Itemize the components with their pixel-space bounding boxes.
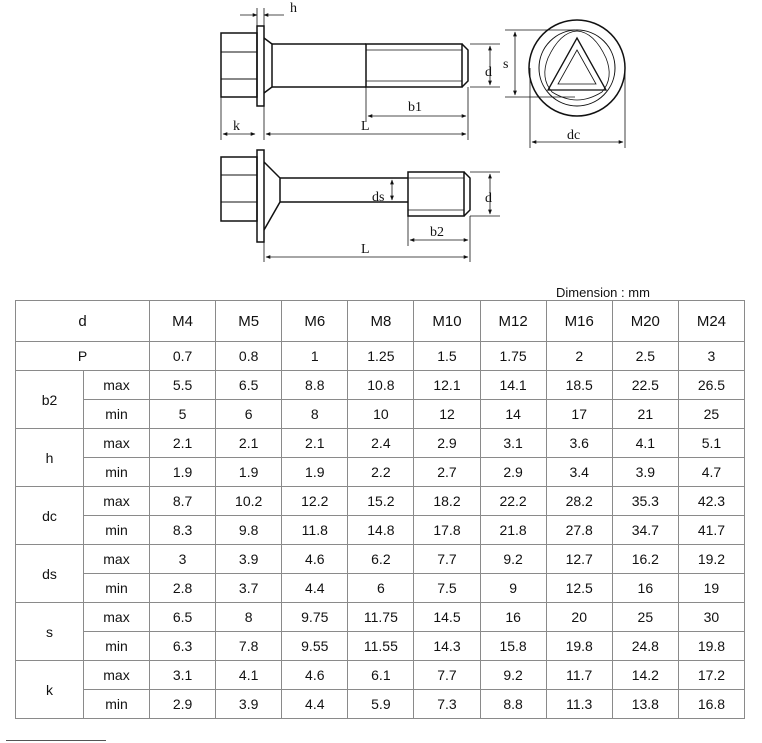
value-cell: 15.8 (480, 632, 546, 661)
value-cell: 14.8 (348, 516, 414, 545)
header-size-cell: M12 (480, 301, 546, 342)
value-cell: 2.1 (150, 429, 216, 458)
table-row (16, 603, 745, 632)
header-size-cell: M24 (678, 301, 744, 342)
value-cell: 22.5 (612, 371, 678, 400)
value-cell: 7.3 (414, 690, 480, 719)
value-cell: 3.6 (546, 429, 612, 458)
value-cell: 19 (678, 574, 744, 603)
top-bolt-side-view (221, 26, 468, 106)
value-cell: 12.5 (546, 574, 612, 603)
pitch-value-cell: 0.8 (216, 342, 282, 371)
value-cell: 6.1 (348, 661, 414, 690)
value-cell: 27.8 (546, 516, 612, 545)
header-size-cell: M10 (414, 301, 480, 342)
value-cell: 7.7 (414, 661, 480, 690)
sub-label-cell: min (84, 632, 150, 661)
value-cell: 19.8 (546, 632, 612, 661)
value-cell: 7.7 (414, 545, 480, 574)
value-cell: 4.4 (282, 574, 348, 603)
value-cell: 14.2 (612, 661, 678, 690)
table-row (16, 545, 745, 574)
value-cell: 19.2 (678, 545, 744, 574)
sub-label-cell: min (84, 574, 150, 603)
value-cell: 8 (282, 400, 348, 429)
dim-label-dc: dc (567, 128, 581, 143)
group-label-cell: k (16, 661, 84, 719)
value-cell: 10 (348, 400, 414, 429)
value-cell: 8.8 (480, 690, 546, 719)
value-cell: 6 (348, 574, 414, 603)
pitch-value-cell: 1.5 (414, 342, 480, 371)
value-cell: 16 (480, 603, 546, 632)
table-row (16, 632, 745, 661)
pitch-value-cell: 1.25 (348, 342, 414, 371)
value-cell: 16.2 (612, 545, 678, 574)
group-label-cell: ds (16, 545, 84, 603)
pitch-value-cell: 3 (678, 342, 744, 371)
value-cell: 2.7 (414, 458, 480, 487)
group-label-cell: s (16, 603, 84, 661)
sub-label-cell: max (84, 603, 150, 632)
sub-label-cell: min (84, 458, 150, 487)
value-cell: 11.8 (282, 516, 348, 545)
value-cell: 5.1 (678, 429, 744, 458)
value-cell: 3.9 (612, 458, 678, 487)
dim-label-s: s (503, 57, 509, 72)
header-size-cell: M4 (150, 301, 216, 342)
table-row (16, 690, 745, 719)
value-cell: 2.9 (150, 690, 216, 719)
group-label-cell: h (16, 429, 84, 487)
header-size-cell: M20 (612, 301, 678, 342)
value-cell: 16 (612, 574, 678, 603)
value-cell: 9.2 (480, 661, 546, 690)
value-cell: 14.3 (414, 632, 480, 661)
header-label-cell: d (16, 301, 150, 342)
value-cell: 7.8 (216, 632, 282, 661)
dimension-table (15, 300, 745, 719)
value-cell: 25 (612, 603, 678, 632)
value-cell: 6 (216, 400, 282, 429)
value-cell: 12 (414, 400, 480, 429)
table-header-row (16, 301, 745, 342)
value-cell: 2.9 (480, 458, 546, 487)
value-cell: 4.6 (282, 661, 348, 690)
sub-label-cell: min (84, 516, 150, 545)
value-cell: 20 (546, 603, 612, 632)
value-cell: 3.9 (216, 690, 282, 719)
dim-label-L-bottom: L (361, 242, 370, 257)
value-cell: 22.2 (480, 487, 546, 516)
table-row (16, 429, 745, 458)
divider-line (6, 740, 106, 741)
pitch-value-cell: 1.75 (480, 342, 546, 371)
value-cell: 16.8 (678, 690, 744, 719)
value-cell: 11.75 (348, 603, 414, 632)
value-cell: 6.3 (150, 632, 216, 661)
pitch-value-cell: 0.7 (150, 342, 216, 371)
pitch-value-cell: 1 (282, 342, 348, 371)
value-cell: 2.9 (414, 429, 480, 458)
table-row (16, 516, 745, 545)
value-cell: 11.55 (348, 632, 414, 661)
header-size-cell: M6 (282, 301, 348, 342)
header-size-cell: M8 (348, 301, 414, 342)
value-cell: 9 (480, 574, 546, 603)
value-cell: 17 (546, 400, 612, 429)
value-cell: 8.7 (150, 487, 216, 516)
value-cell: 5 (150, 400, 216, 429)
value-cell: 24.8 (612, 632, 678, 661)
sub-label-cell: max (84, 487, 150, 516)
table-row (16, 458, 745, 487)
value-cell: 10.8 (348, 371, 414, 400)
value-cell: 26.5 (678, 371, 744, 400)
group-label-cell: dc (16, 487, 84, 545)
value-cell: 8.8 (282, 371, 348, 400)
value-cell: 4.7 (678, 458, 744, 487)
value-cell: 12.7 (546, 545, 612, 574)
sub-label-cell: max (84, 429, 150, 458)
value-cell: 30 (678, 603, 744, 632)
table-row (16, 487, 745, 516)
value-cell: 6.5 (150, 603, 216, 632)
header-size-cell: M5 (216, 301, 282, 342)
value-cell: 34.7 (612, 516, 678, 545)
value-cell: 21.8 (480, 516, 546, 545)
value-cell: 2.8 (150, 574, 216, 603)
value-cell: 28.2 (546, 487, 612, 516)
value-cell: 12.1 (414, 371, 480, 400)
value-cell: 19.8 (678, 632, 744, 661)
value-cell: 9.75 (282, 603, 348, 632)
value-cell: 25 (678, 400, 744, 429)
value-cell: 3.1 (150, 661, 216, 690)
sub-label-cell: min (84, 690, 150, 719)
pitch-value-cell: 2.5 (612, 342, 678, 371)
value-cell: 4.1 (612, 429, 678, 458)
value-cell: 3.9 (216, 545, 282, 574)
value-cell: 5.5 (150, 371, 216, 400)
sub-label-cell: max (84, 371, 150, 400)
pitch-label-cell: P (16, 342, 150, 371)
sub-label-cell: max (84, 545, 150, 574)
dim-label-k: k (233, 119, 240, 134)
value-cell: 13.8 (612, 690, 678, 719)
value-cell: 5.9 (348, 690, 414, 719)
value-cell: 9.8 (216, 516, 282, 545)
table-row (16, 342, 745, 371)
value-cell: 2.1 (282, 429, 348, 458)
value-cell: 14.1 (480, 371, 546, 400)
value-cell: 4.4 (282, 690, 348, 719)
dim-label-b2: b2 (430, 225, 444, 240)
dimension-unit-caption: Dimension : mm (556, 285, 650, 300)
value-cell: 1.9 (282, 458, 348, 487)
value-cell: 14.5 (414, 603, 480, 632)
table-row (16, 661, 745, 690)
value-cell: 3.7 (216, 574, 282, 603)
value-cell: 1.9 (150, 458, 216, 487)
value-cell: 10.2 (216, 487, 282, 516)
value-cell: 9.2 (480, 545, 546, 574)
value-cell: 11.3 (546, 690, 612, 719)
dim-label-b1: b1 (408, 100, 422, 115)
value-cell: 2.2 (348, 458, 414, 487)
bolt-technical-drawing (0, 0, 762, 300)
table-row (16, 400, 745, 429)
value-cell: 8 (216, 603, 282, 632)
value-cell: 6.2 (348, 545, 414, 574)
value-cell: 12.2 (282, 487, 348, 516)
dim-label-L-top: L (361, 119, 370, 134)
group-label-cell: b2 (16, 371, 84, 429)
sub-label-cell: max (84, 661, 150, 690)
value-cell: 1.9 (216, 458, 282, 487)
value-cell: 9.55 (282, 632, 348, 661)
pitch-value-cell: 2 (546, 342, 612, 371)
value-cell: 14 (480, 400, 546, 429)
value-cell: 18.5 (546, 371, 612, 400)
value-cell: 6.5 (216, 371, 282, 400)
value-cell: 18.2 (414, 487, 480, 516)
value-cell: 17.8 (414, 516, 480, 545)
dim-label-d-top: d (485, 65, 492, 80)
value-cell: 7.5 (414, 574, 480, 603)
value-cell: 4.6 (282, 545, 348, 574)
dim-label-h: h (290, 1, 297, 16)
value-cell: 2.1 (216, 429, 282, 458)
sub-label-cell: min (84, 400, 150, 429)
value-cell: 17.2 (678, 661, 744, 690)
value-cell: 3 (150, 545, 216, 574)
dim-label-d-bottom: d (485, 191, 492, 206)
table-row (16, 574, 745, 603)
header-size-cell: M16 (546, 301, 612, 342)
value-cell: 2.4 (348, 429, 414, 458)
value-cell: 41.7 (678, 516, 744, 545)
value-cell: 3.4 (546, 458, 612, 487)
value-cell: 4.1 (216, 661, 282, 690)
dim-label-ds: ds (372, 190, 385, 205)
value-cell: 35.3 (612, 487, 678, 516)
table-row (16, 371, 745, 400)
value-cell: 11.7 (546, 661, 612, 690)
value-cell: 15.2 (348, 487, 414, 516)
value-cell: 42.3 (678, 487, 744, 516)
value-cell: 8.3 (150, 516, 216, 545)
value-cell: 3.1 (480, 429, 546, 458)
value-cell: 21 (612, 400, 678, 429)
